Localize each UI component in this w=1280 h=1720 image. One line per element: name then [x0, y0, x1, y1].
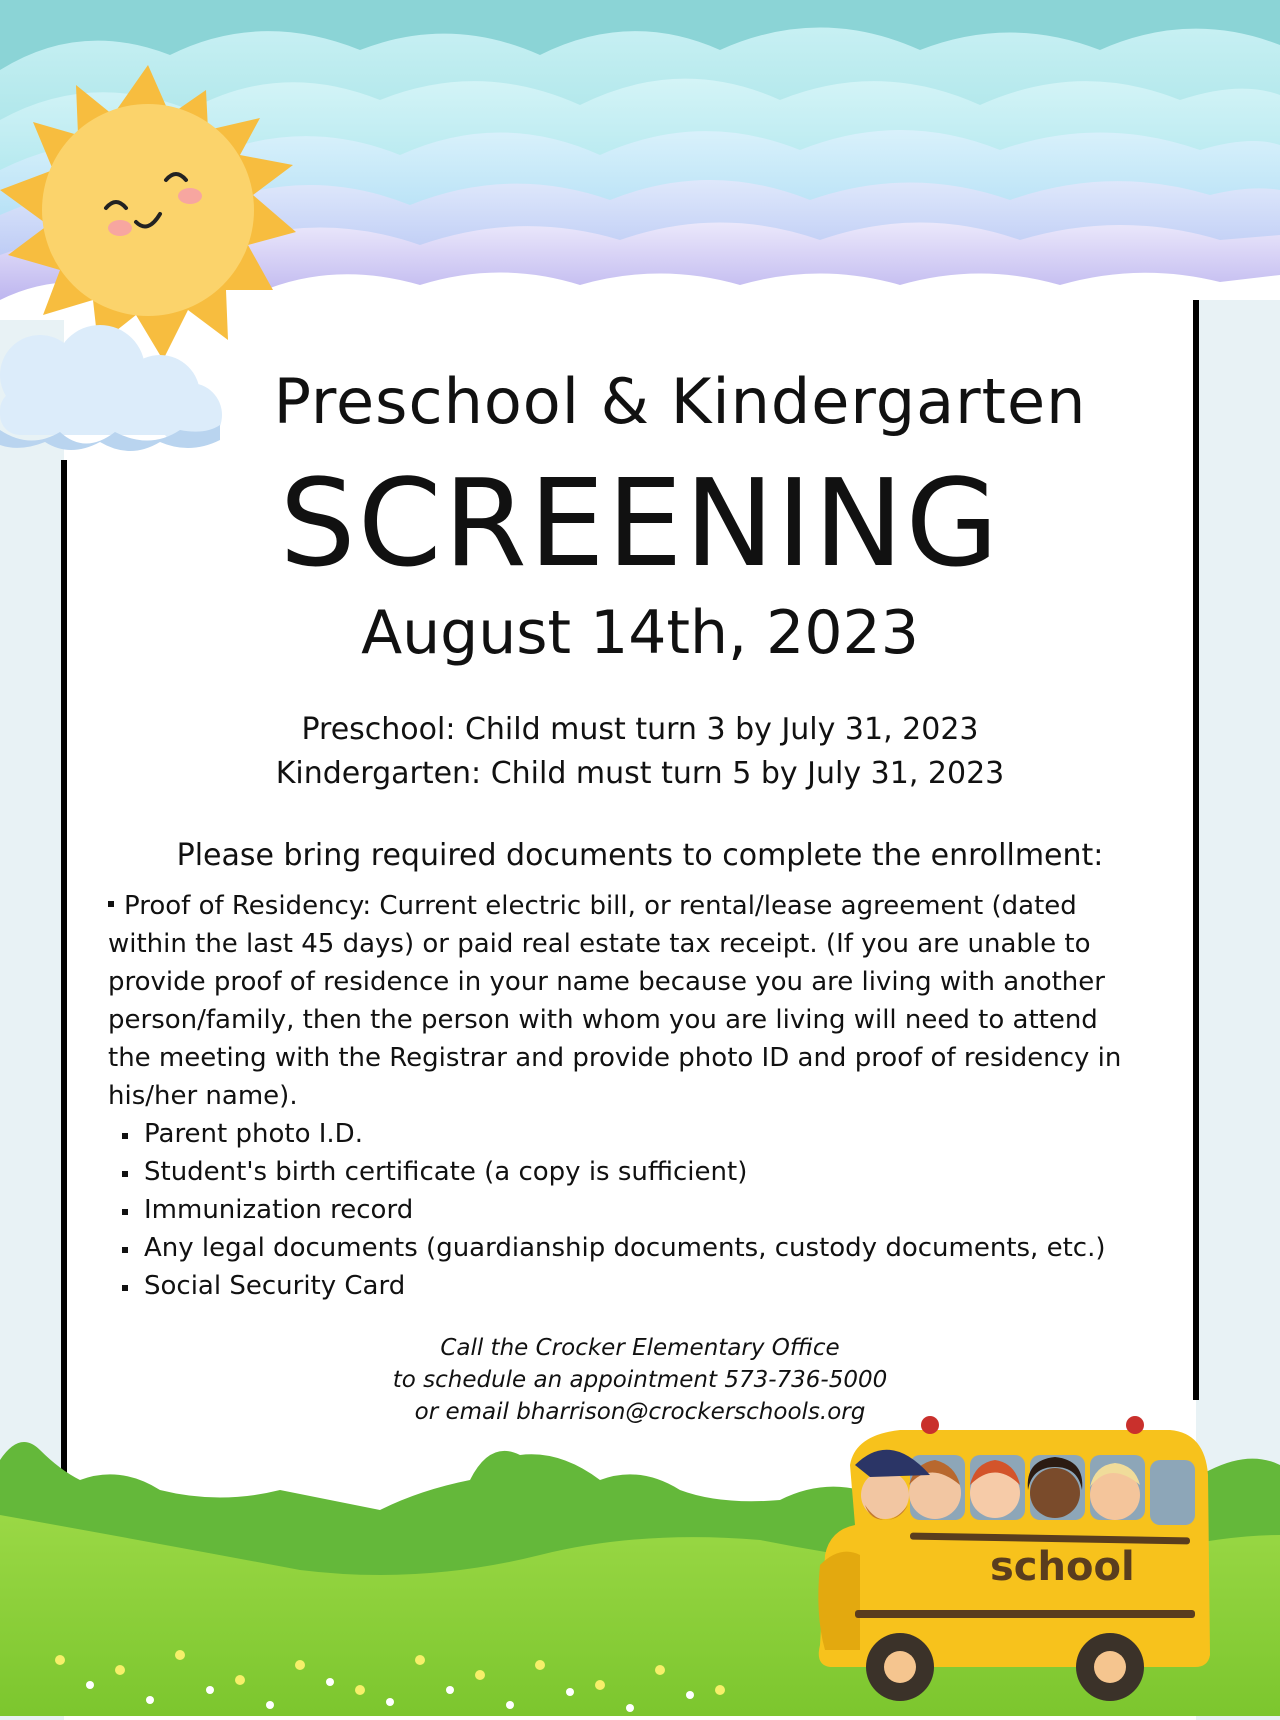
bullet-icon: [122, 1285, 128, 1291]
document-item: [120, 1191, 1138, 1229]
contact-line-phone: to schedule an appointment 573-736-5000: [392, 1367, 888, 1393]
document-item-text: Immunization record: [144, 1195, 414, 1225]
contact-line-email: or email bharrison@crockerschools.org: [414, 1399, 866, 1425]
document-item: [120, 1115, 1138, 1153]
proof-of-residency-text: Proof of Residency: Current electric bill, or rental/lease agreement (dated within the last 45 days) or paid real estate tax receipt. (If you are unable to provide proof of residence in your name because you are living with another person/family, then the person with whom you are living will need to attend the meeting with the Registrar and provide photo ID and proof of residency in his/her name).: [108, 891, 1122, 1111]
document-item-text: Parent photo I.D.: [144, 1119, 363, 1149]
document-item: [120, 1267, 1138, 1305]
document-item-text: Any legal documents (guardianship documents, custody documents, etc.): [144, 1233, 1106, 1263]
screening-date: August 14th, 2023: [361, 598, 919, 668]
bullet-icon: [122, 1247, 128, 1253]
flyer-title: SCREENING: [279, 455, 1001, 594]
kindergarten-requirement: Kindergarten: Child must turn 5 by July 31, 2023: [275, 756, 1005, 791]
bullet-icon: [122, 1133, 128, 1139]
documents-list: [108, 887, 1138, 1305]
document-item: [120, 1229, 1138, 1267]
bullet-icon: [122, 1171, 128, 1177]
school-bus-icon: [810, 1405, 1230, 1716]
preschool-requirement: Preschool: Child must turn 3 by July 31, 2023: [301, 712, 979, 747]
documents-intro: Please bring required documents to complete the enrollment:: [176, 838, 1104, 873]
proof-of-residency-item: [108, 887, 1138, 1115]
document-item-text: Social Security Card: [144, 1271, 406, 1301]
contact-line-office: Call the Crocker Elementary Office: [440, 1335, 840, 1361]
document-item-text: Student's birth certificate (a copy is sufficient): [144, 1157, 748, 1187]
bullet-icon: [122, 1209, 128, 1215]
bullet-icon: [108, 901, 114, 907]
bus-label: school: [990, 1544, 1135, 1590]
flyer-heading: Preschool & Kindergarten: [273, 365, 1087, 438]
smiling-sun-icon: [0, 60, 300, 360]
document-item: [120, 1153, 1138, 1191]
